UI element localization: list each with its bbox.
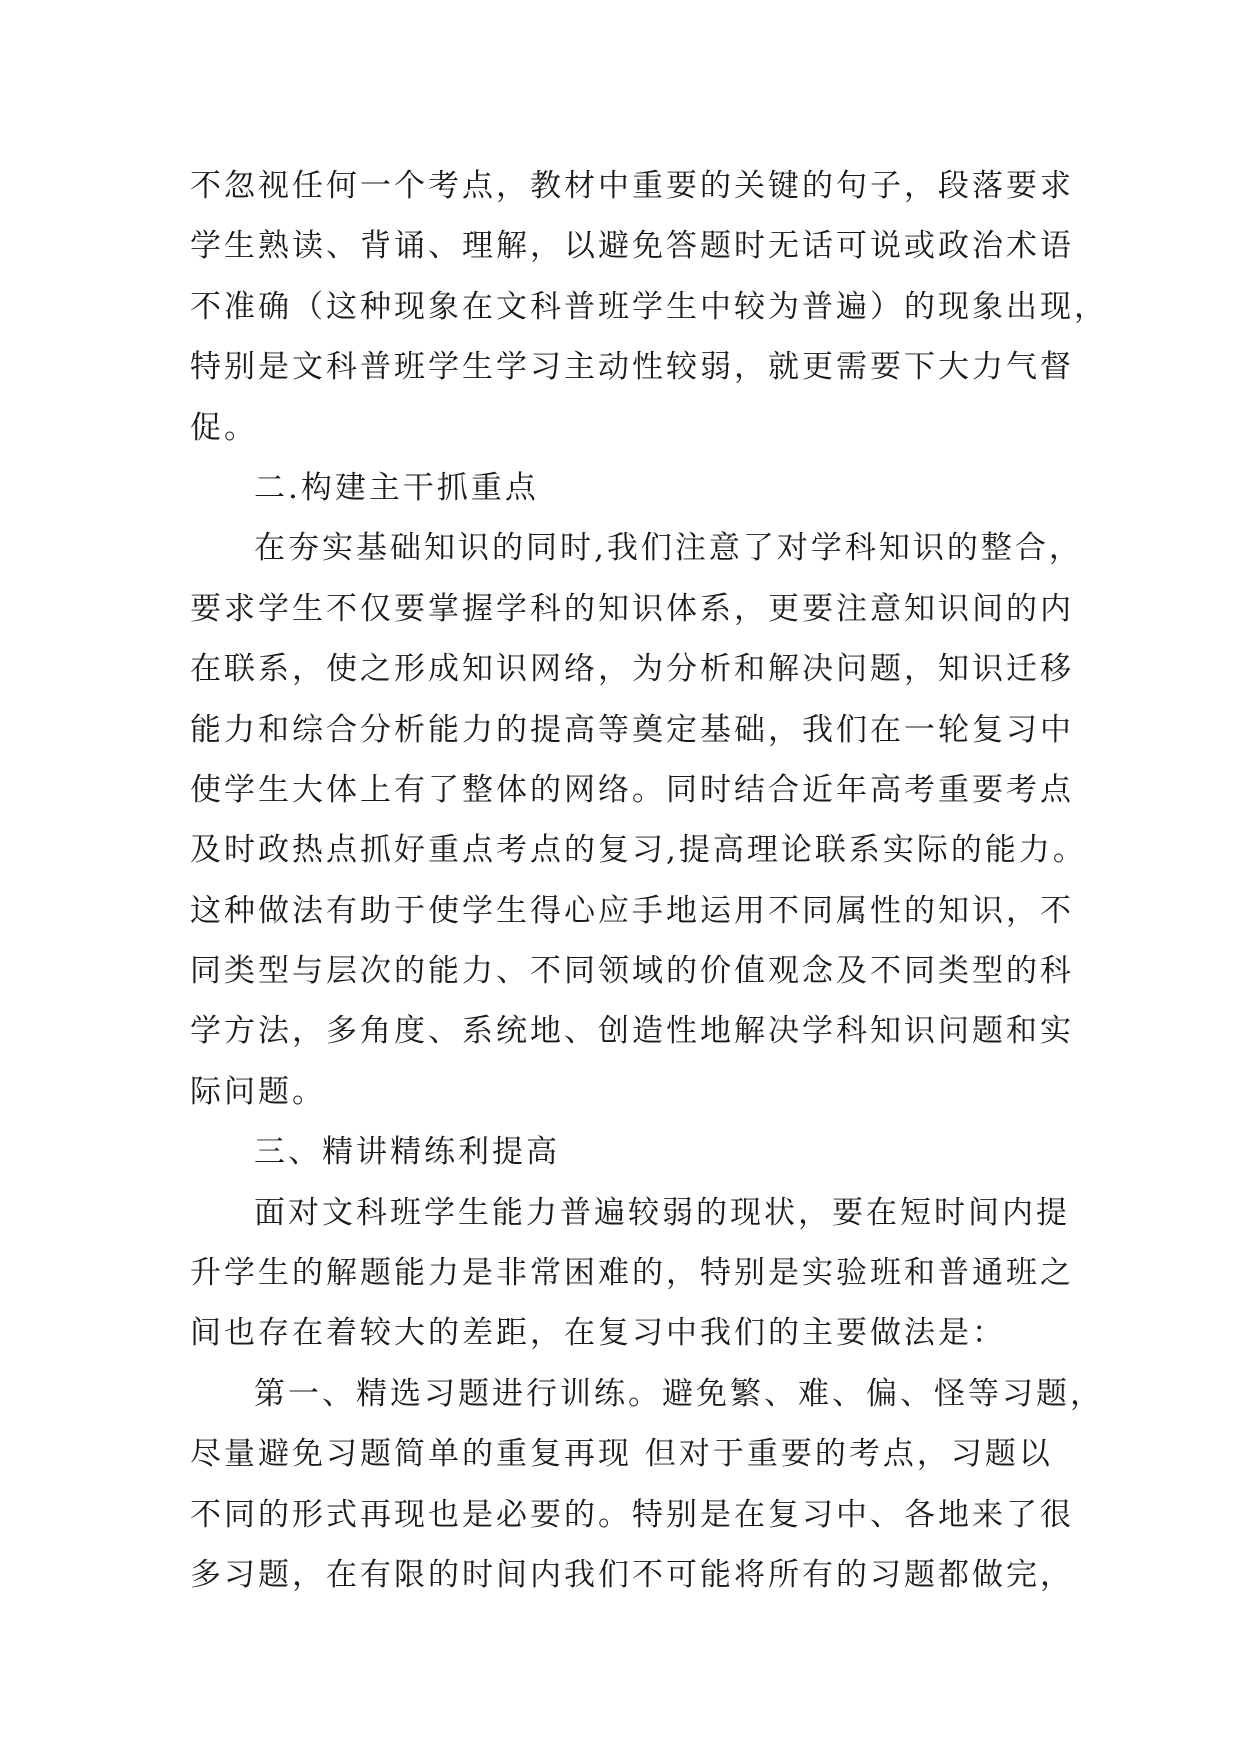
- paragraph-first-line: 在夯实基础知识的同时,我们注意了对学科知识的整合，: [254, 530, 1083, 567]
- text-line: 不同的形式再现也是必要的。特别是在复习中、各地来了很: [190, 1496, 1074, 1533]
- text-line: 尽量避免习题简单的重复再现 但对于重要的考点，习题以: [190, 1436, 1053, 1473]
- text-line: 学生熟读、背诵、理解，以避免答题时无话可说或政治术语: [190, 228, 1074, 265]
- text-line: 升学生的解题能力是非常困难的，特别是实验班和普通班之: [190, 1255, 1074, 1292]
- text-line: 这种做法有助于使学生得心应手地运用不同属性的知识，不: [190, 892, 1074, 929]
- text-line: 际问题。: [190, 1073, 326, 1110]
- body-text: [190, 156, 1108, 1605]
- paragraph-first-line: 二.构建主干抓重点: [254, 469, 539, 506]
- text-line: 能力和综合分析能力的提高等奠定基础，我们在一轮复习中: [190, 711, 1074, 748]
- paragraph-first-line: 面对文科班学生能力普遍较弱的现状，要在短时间内提: [254, 1194, 1070, 1231]
- text-line: 多习题，在有限的时间内我们不可能将所有的习题都做完，: [190, 1556, 1074, 1593]
- text-line: 要求学生不仅要掌握学科的知识体系，更要注意知识间的内: [190, 590, 1074, 627]
- text-line: 学方法，多角度、系统地、创造性地解决学科知识问题和实: [190, 1013, 1074, 1050]
- paragraph-first-line: 三、精讲精练利提高: [254, 1134, 560, 1171]
- text-line: 在联系，使之形成知识网络，为分析和解决问题，知识迁移: [190, 651, 1074, 688]
- text-line: 不忽视任何一个考点，教材中重要的关键的句子，段落要求: [190, 168, 1074, 204]
- text-line: 使学生大体上有了整体的网络。同时结合近年高考重要考点: [190, 771, 1074, 808]
- paragraph-first-line: 第一、精选习题进行训练。避免繁、难、偏、怪等习题，: [254, 1375, 1104, 1412]
- text-line: 及时政热点抓好重点考点的复习,提高理论联系实际的能力。: [190, 832, 1087, 869]
- text-line: 不准确（这种现象在文科普班学生中较为普遍）的现象出现，: [190, 288, 1108, 325]
- text-line: 特别是文科普班学生学习主动性较弱，就更需要下大力气督: [190, 349, 1074, 386]
- text-line: 同类型与层次的能力、不同领域的价值观念及不同类型的科: [190, 953, 1074, 990]
- text-line: 促。: [190, 409, 258, 446]
- text-line: 间也存在着较大的差距，在复习中我们的主要做法是：: [190, 1315, 1006, 1352]
